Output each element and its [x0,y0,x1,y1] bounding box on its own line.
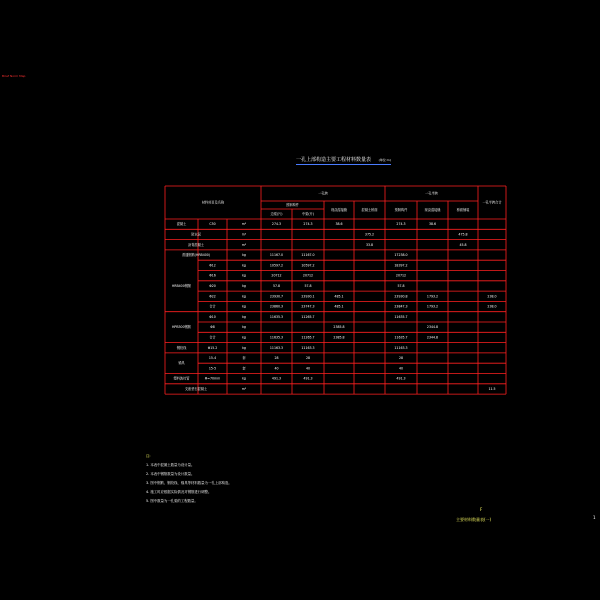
table-cell: 38.6 [428,222,437,227]
header-item-name: 材料项目及名称 [201,200,225,205]
table-cell: 40 [398,366,404,371]
table-cell: 11265.7 [301,314,315,319]
row-spec: Φ10 [209,314,216,319]
table-cell: 11167.0 [301,253,315,258]
row-label: 防水层 [191,232,201,237]
table-cell: 2344.8 [426,325,439,330]
row-label: 普通钢筋(HRB400) [181,253,211,258]
table-cell: 23747.3 [301,304,315,309]
table-cell: 23847.3 [394,304,408,309]
row-unit: kg [242,335,246,340]
table-cell: 40 [305,366,311,371]
row-spec: 合计 [209,304,216,309]
table-cell: 1793.2 [426,294,439,299]
table-cell: 18397.2 [394,263,408,268]
row-spec: Φ20 [209,283,216,288]
row-label: 塑料波纹管 [173,376,190,381]
notes-block [146,452,232,506]
table-cell: 11167.0 [269,253,284,258]
table-cell: 10597.2 [301,263,315,268]
table-cell: 491.3 [396,376,406,381]
table-cell: 2385.8 [333,325,345,330]
header-edge-beam: 边梁(片) [270,212,283,216]
note-item: 1. 本表中混凝土数量为设计量。 [146,463,195,467]
table-cell: 274.3 [303,222,313,227]
table-cell: 11635.7 [394,314,408,319]
row-unit: kg [242,314,246,319]
header-precast: 预制构件 [286,203,299,207]
row-unit: m³ [241,222,247,227]
table-cell: 23930.7 [269,294,284,299]
row-spec: Φ16 [209,273,216,278]
table-cell: 23930.8 [394,294,408,299]
note-item: 4. 施工时应根据实际情况对钢筋进行调整。 [146,490,212,494]
group-label-hpb: HPB300钢筋 [172,325,191,330]
table-cell: 274.3 [396,222,406,227]
table-cell: 33.8 [365,242,374,247]
table-cell: 475.8 [458,232,468,237]
table-cell: 10597.2 [269,263,284,268]
table-cell: 20712 [302,273,314,278]
row-spec: 15-5 [208,366,217,371]
table-cell: 11635.3 [269,335,284,340]
table-cell: 17238.0 [394,253,408,258]
table-cell: 11163.3 [301,345,315,350]
drawing-stamp: Brief Norm Map [2,74,26,78]
table-cell: 45.8 [459,242,467,247]
row-label: 混凝土 [176,222,187,227]
table-cell: 491.3 [271,376,282,381]
row-unit: kg [242,325,246,330]
row-unit: kg [242,294,246,299]
footer-page-number: 1 [593,515,596,520]
table-cell: 11163.3 [394,345,408,350]
footer-mark: F [480,507,483,512]
row-label: 沥青混凝土 [188,242,204,247]
header-mid-beam: 中梁(片) [301,212,315,216]
table-cell: 238.0 [487,304,497,309]
table-cell: 57.8 [397,283,405,288]
table-cell: 375.2 [364,232,375,237]
notes-heading: 注: [146,454,151,458]
note-item: 3. 图中钢筋、钢绞线、锚具等材料数量为一孔上部构造。 [146,481,232,485]
table-cell: 11.5 [488,386,496,391]
table-cell: 23860.3 [269,304,284,309]
table-cell: 20712 [395,273,407,278]
table-cell: 11265.7 [301,335,315,340]
row-unit: kg [242,263,246,268]
table-cell: 2385.8 [333,335,345,340]
table-cell: 11163.3 [269,345,284,350]
row-unit: kg [242,345,246,350]
table-cell: 238.0 [487,294,497,299]
footer-sheet-title: 主要材料数量表(一) [456,517,492,522]
table-cell: 491.3 [303,376,313,381]
note-item: 2. 本表中钢筋数量为设计数量。 [146,472,195,476]
table-cell: 57.8 [304,283,312,288]
table-cell: 274.3 [271,222,282,227]
note-item: 5. 图中数量为一孔梁的工程数量。 [146,499,198,503]
row-label: 支座垫石混凝土 [184,386,208,391]
row-unit: kg [242,253,246,258]
table-cell: 57.8 [272,283,281,288]
table-cell: 2344.8 [426,335,439,340]
group-label-hrb: HRB400钢筋 [171,283,192,288]
table-cell: 28 [274,356,279,361]
row-unit: m³ [241,386,247,391]
row-unit: 套 [242,356,246,361]
table-cell: 485.1 [334,294,344,299]
row-unit: kg [242,304,246,309]
table-cell: 38.6 [335,222,343,227]
table-title-text: 一孔上部构造主要工程材料数量表 [296,157,372,163]
table-cell: 28 [305,356,311,361]
table-cell: 23930.1 [301,294,315,299]
row-spec: Φ22 [209,294,216,299]
header-one-span: 一孔跨 [318,191,328,196]
table-cell: 11635.7 [394,335,408,340]
notes-list [146,461,232,506]
row-unit: kg [242,376,246,381]
header-half-span: 一孔半跨 [425,191,438,196]
unit-note: (单位:m) [378,158,391,162]
header-half-total: 一孔半跨合计 [482,200,502,205]
header-deck-concrete: 混凝土桥面 [361,208,378,212]
row-unit: kg [242,273,246,278]
table-cell: 28 [398,356,404,361]
table-cell: 1793.2 [426,304,439,309]
row-spec: Φ=70mm [204,376,221,381]
group-label-anchor: 锚具 [178,361,185,366]
row-spec: 合计 [209,335,216,340]
row-unit: kg [242,283,246,288]
row-spec: 15-4 [208,356,217,361]
header-paving: 桥面铺装 [456,208,470,212]
row-spec: Φ15.2 [207,345,218,350]
table-cell: 40 [274,366,279,371]
row-unit: m³ [241,242,247,247]
header-precast-half: 预制构件 [394,208,408,212]
row-spec: C50 [209,222,216,227]
row-unit: m³ [241,232,247,237]
header-wet-joint: 现浇湿接缝 [331,208,347,212]
row-spec: Φ8 [210,325,215,330]
row-spec: Φ12 [209,263,216,268]
row-label: 钢绞线 [176,345,187,350]
table-cell: 20712 [271,273,282,278]
row-unit: 套 [242,366,246,371]
header-wet-joint-half: 现浇湿接缝 [424,208,441,212]
table-cell: 485.1 [334,304,344,309]
table-cell: 11635.3 [269,314,284,319]
